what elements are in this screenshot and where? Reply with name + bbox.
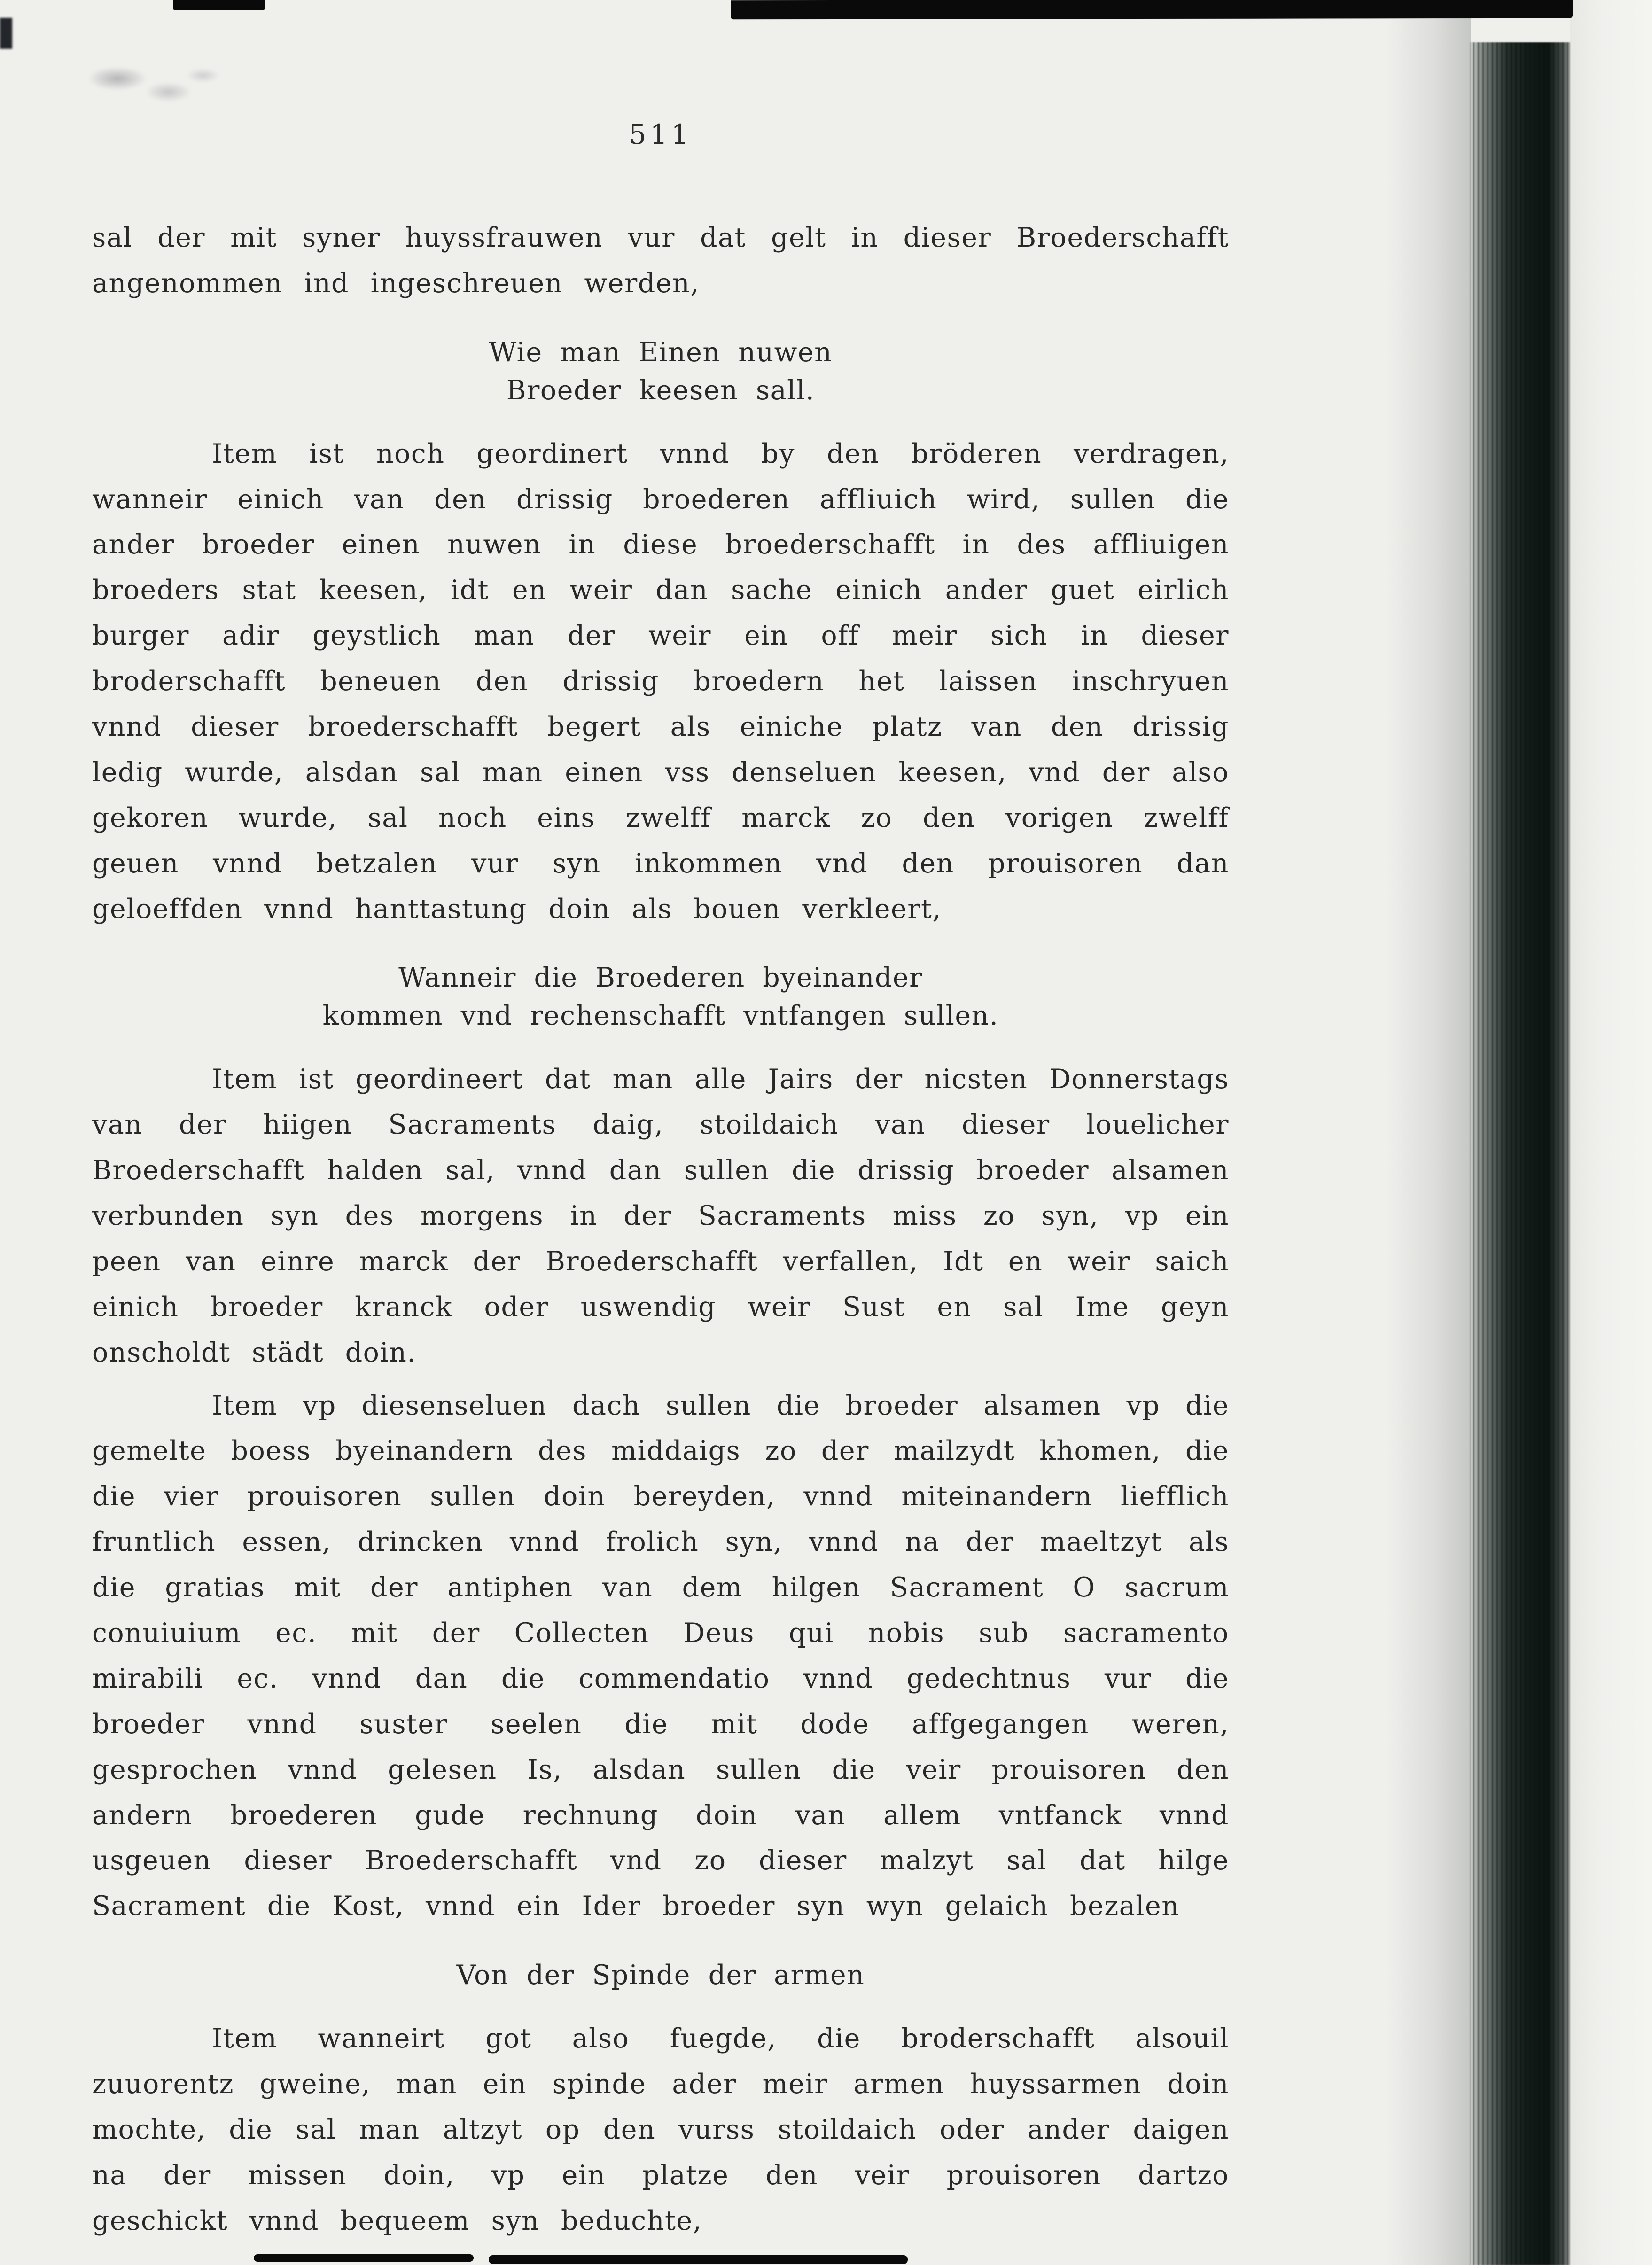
heading-line: Wanneir die Broederen byeinander (398, 962, 923, 994)
scan-artifact-top-bar-left (173, 0, 265, 10)
paragraph: Item wanneirt got also fuegde, die broderschafft alsouil zuuorentz gweine, man ein spinde ader meir armen huyssarmen doin mochte, die sal man altzyt op den vurss stoildaich oder ander daigen na der missen doin, vp ein platze den veir prouisoren dartzo geschickt vnnd bequeem syn beduchte, (92, 2023, 1229, 2236)
scan-artifact-top-bar (731, 0, 1573, 19)
page-curvature-shadow (1386, 0, 1471, 2265)
section-heading-new-brother (92, 334, 1229, 410)
section-heading-assembly (92, 959, 1229, 1035)
paragraph: Item vp diesenseluen dach sullen die broeder alsamen vp die gemelte boess byeinandern des middaigs zo der mailzydt khomen, die die vier prouisoren sullen doin bereyden, vnnd miteinandern liefflich fruntlich essen, drincken vnnd frolich syn, vnnd na der maeltzyt als die gratias mit der antiphen van dem hilgen Sacrament O sacrum conuiuium ec. mit der Collecten Deus qui nobis sub sacramento mirabili ec. vnnd dan die commendatio vnnd gedechtnus vur die broeder vnnd suster seelen die mit dode affgegangen weren, gesprochen vnnd gelesen Is, alsdan sullen die veir prouisoren den andern broederen gude rechnung doin van allem vntfanck vnnd usgeuen dieser Broederschafft vnd zo dieser malzyt sal dat hilge Sacrament die Kost, vnnd ein Ider broeder syn wyn gelaich bezalen (92, 1390, 1229, 1922)
paragraph: Item ist noch geordinert vnnd by den bröderen verdragen, wanneir einich van den drissig broederen affliuich wird, sullen die ander broeder einen nuwen in diese broederschafft in des affliuigen broeders stat keesen, idt en weir dan sache einich ander guet eirlich burger adir geystlich man der weir ein off meir sich in dieser broderschafft beneuen den drissig broedern het laissen inschryuen vnnd dieser broederschafft begert als einiche platz van den drissig ledig wurde, alsdan sal man einen vss denseluen keesen, vnd der also gekoren wurde, sal noch eins zwelff marck zo den vorigen zwelff geuen vnnd betzalen vur syn inkommen vnd den prouisoren dan geloeffden vnnd hanttastung doin als bouen verkleert, (92, 438, 1229, 925)
heading-line: kommen vnd rechenschafft vntfangen sullen. (322, 1000, 999, 1032)
scan-artifact-bottom-bar (254, 2254, 474, 2262)
text-column (92, 118, 1229, 2251)
heading-line: Broeder keesen sall. (506, 374, 815, 406)
scan-artifact-bottom-bar (489, 2255, 908, 2264)
heading-line: Wie man Einen nuwen (489, 336, 833, 368)
scan-artifact-corner-mark (0, 18, 12, 49)
book-binding-page-edges (1470, 42, 1570, 2265)
heading-line: Von der Spinde der armen (456, 1960, 865, 1991)
paragraph-continuation: sal der mit syner huyssfrauwen vur dat gelt in dieser Broederschafft angenommen ind ingeschreuen werden, (92, 222, 1229, 299)
pencil-smudge (75, 47, 226, 122)
page-number: 511 (629, 118, 693, 150)
paragraph: Item ist geordineert dat man alle Jairs der nicsten Donnerstags van der hiigen Sacraments daig, stoildaich van dieser louelicher Broederschafft halden sal, vnnd dan sullen die drissig broeder alsamen verbunden syn des morgens in der Sacraments miss zo syn, vp ein peen van einre marck der Broederschafft verfallen, Idt en weir saich einich broeder kranck oder uswendig weir Sust en sal Ime geyn onscholdt städt doin. (92, 1064, 1229, 1368)
scanner-background-right (1570, 0, 1652, 2265)
section-heading-spinde (92, 1956, 1229, 1994)
